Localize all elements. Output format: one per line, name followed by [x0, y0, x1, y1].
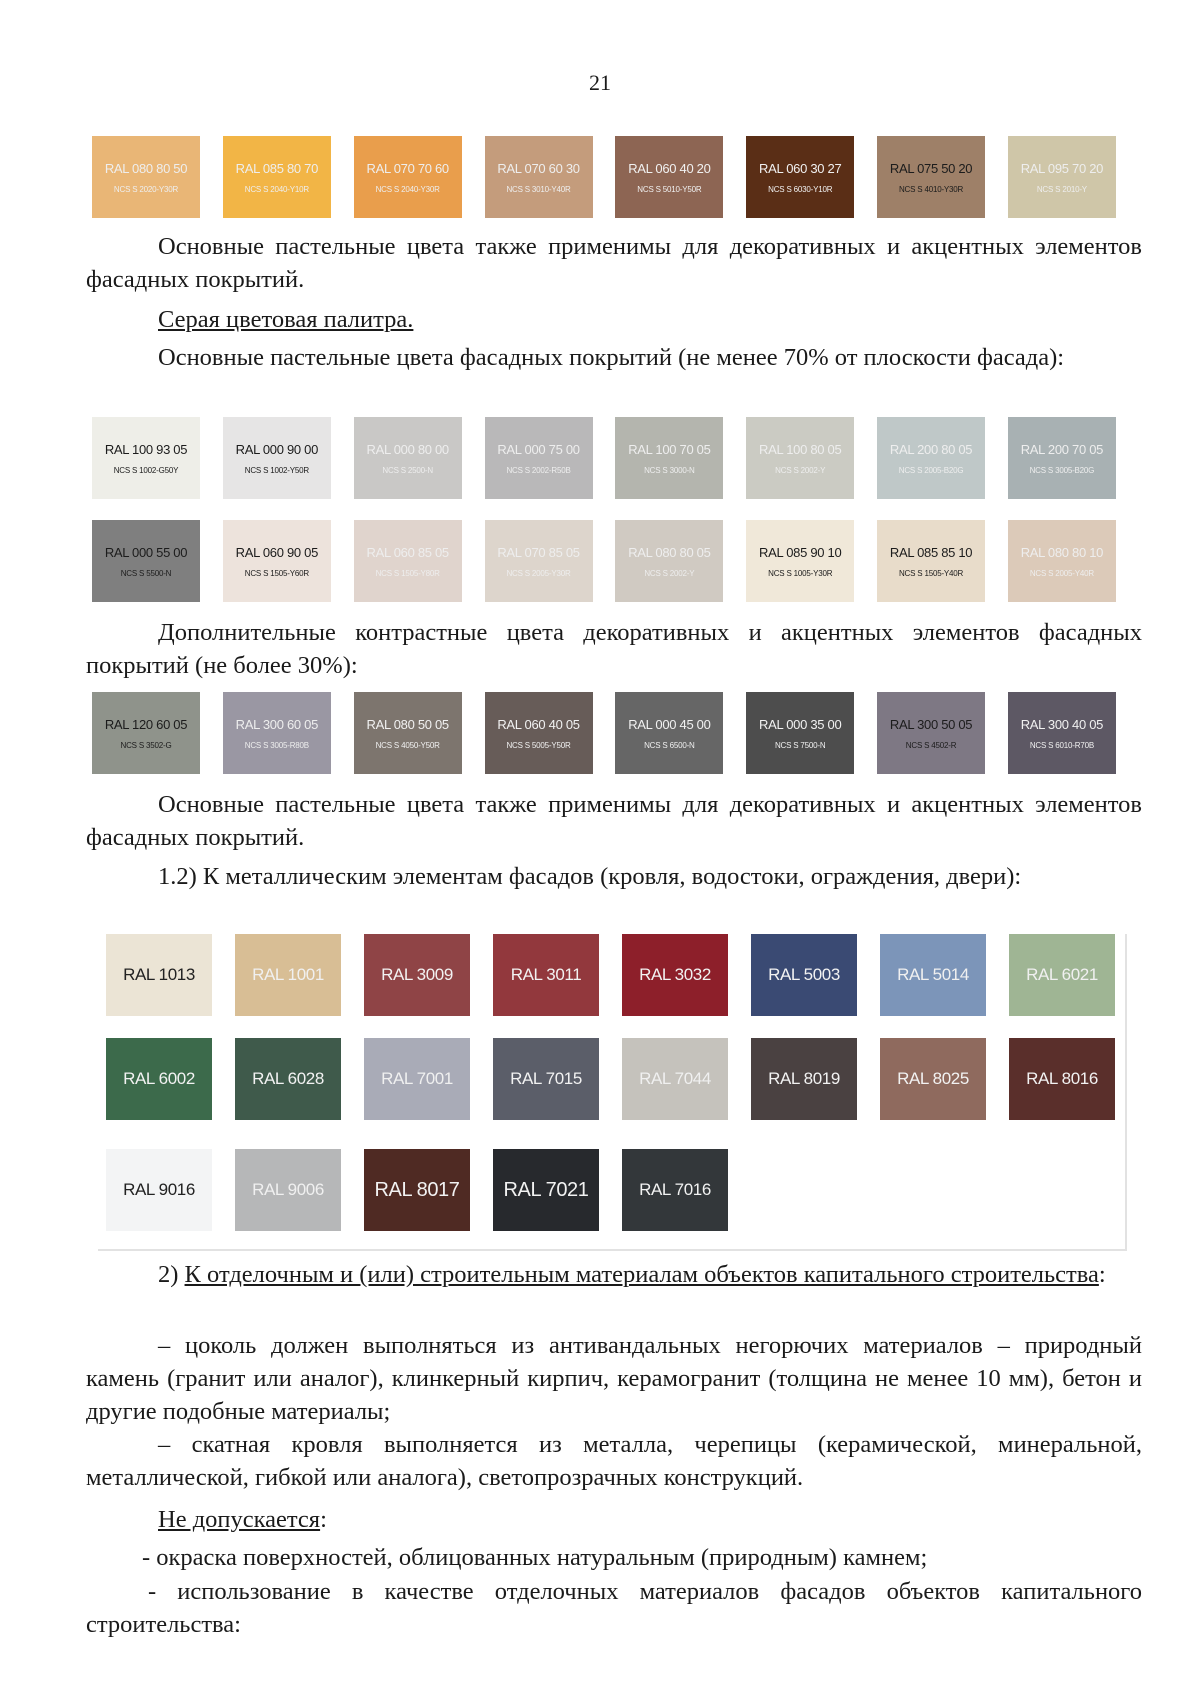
swatch-ral-code: RAL 300 60 05 [235, 716, 319, 732]
paragraph-pastel-note-1: Основные пастельные цвета также применимы для декоративных и акцентных элементов фасадных покрытий. [86, 233, 1142, 293]
palette-row-1 [92, 136, 1116, 218]
metal-color-tile: RAL 8017 [364, 1149, 470, 1231]
metal-color-tile: RAL 7021 [493, 1149, 599, 1231]
paragraph-finishing-materials: - использование в качестве отделочных материалов фасадов объектов капитального строительства: [86, 1578, 1142, 1638]
palette-row-2 [92, 417, 1116, 499]
swatch-ral-code: RAL 120 60 05 [104, 716, 188, 732]
color-swatch [223, 520, 331, 602]
color-swatch [615, 520, 723, 602]
materials-heading-colon: : [1098, 1261, 1106, 1288]
not-allowed-heading [86, 1503, 1142, 1536]
metal-color-tile: RAL 5014 [880, 934, 986, 1016]
swatch-ral-code: RAL 060 30 27 [759, 160, 842, 176]
swatch-ral-code: RAL 095 70 20 [1020, 160, 1104, 176]
swatch-ncs-code: NCS S 7500-N [774, 740, 826, 750]
metal-color-tile: RAL 8025 [880, 1038, 986, 1120]
swatch-ncs-code: NCS S 3005-R80B [244, 740, 309, 750]
palette-row-3 [92, 520, 1116, 602]
swatch-ral-code: RAL 100 93 05 [104, 441, 188, 457]
swatch-ral-code: RAL 080 80 50 [104, 160, 188, 176]
swatch-ral-code: RAL 000 75 00 [497, 441, 580, 457]
swatch-ncs-code: NCS S 1505-Y80R [375, 568, 440, 578]
color-swatch [746, 692, 854, 774]
swatch-ral-code: RAL 060 40 20 [628, 160, 711, 176]
swatch-ncs-code: NCS S 4502-R [905, 740, 957, 750]
swatch-ncs-code: NCS S 2002-Y [775, 465, 826, 475]
color-swatch [485, 417, 593, 499]
swatch-ncs-code: NCS S 6500-N [644, 740, 695, 750]
metal-color-tile: RAL 1013 [106, 934, 212, 1016]
color-swatch [354, 520, 462, 602]
color-swatch [354, 417, 462, 499]
materials-heading-prefix: 2) [158, 1261, 179, 1288]
metal-row-2 [106, 1038, 1115, 1120]
swatch-ncs-code: NCS S 2500-N [382, 465, 433, 475]
metal-color-tile: RAL 7044 [622, 1038, 728, 1120]
swatch-ral-code: RAL 075 50 20 [889, 160, 973, 176]
swatch-ral-code: RAL 080 50 05 [366, 716, 449, 732]
metal-color-tile: RAL 7015 [493, 1038, 599, 1120]
swatch-ral-code: RAL 000 45 00 [628, 716, 711, 732]
not-allowed-colon: : [320, 1506, 327, 1533]
paragraph-metal-elements: 1.2) К металлическим элементам фасадов (кровля, водостоки, ограждения, двери): [158, 863, 1022, 890]
page-number: 21 [589, 70, 611, 95]
swatch-ral-code: RAL 300 40 05 [1020, 716, 1104, 732]
swatch-ral-code: RAL 060 85 05 [366, 544, 449, 560]
metal-color-tile: RAL 1001 [235, 934, 341, 1016]
swatch-ncs-code: NCS S 4010-Y30R [898, 184, 964, 194]
color-swatch [1008, 417, 1116, 499]
gray-palette-heading-text: Серая цветовая палитра. [158, 306, 414, 333]
metal-color-tile: RAL 3032 [622, 934, 728, 1016]
color-swatch [615, 136, 723, 218]
metal-color-tile: RAL 6028 [235, 1038, 341, 1120]
swatch-ral-code: RAL 080 80 05 [628, 544, 711, 560]
swatch-ral-code: RAL 080 80 10 [1020, 544, 1104, 560]
color-swatch [92, 136, 200, 218]
swatch-ncs-code: NCS S 3502-G [120, 740, 172, 750]
metal-color-tile: RAL 8019 [751, 1038, 857, 1120]
swatch-ncs-code: NCS S 4050-Y50R [375, 740, 440, 750]
not-allowed-heading-text: Не допускается [158, 1506, 321, 1533]
swatch-ncs-code: NCS S 5500-N [120, 568, 172, 578]
materials-heading-text: К отделочным и (или) строительным материалам объектов капитального строительства [184, 1261, 1099, 1288]
color-swatch [1008, 692, 1116, 774]
color-swatch [746, 520, 854, 602]
metal-color-tile: RAL 3011 [493, 934, 599, 1016]
paragraph-contrast: Дополнительные контрастные цвета декоративных и акцентных элементов фасадных покрытий (не более 30%): [86, 619, 1142, 679]
color-swatch [485, 692, 593, 774]
color-swatch [485, 136, 593, 218]
color-swatch [746, 417, 854, 499]
color-swatch [615, 417, 723, 499]
paragraph-main-pastel: Основные пастельные цвета фасадных покрытий (не менее 70% от плоскости фасада): [158, 344, 1065, 371]
swatch-ncs-code: NCS S 2002-R50B [506, 465, 571, 475]
swatch-ncs-code: NCS S 6010-R70B [1029, 740, 1094, 750]
paragraph-stone-painting: - окраска поверхностей, облицованных натуральным (природным) камнем; [142, 1544, 928, 1571]
metal-color-panel [98, 934, 1127, 1251]
swatch-ral-code: RAL 060 90 05 [235, 544, 319, 560]
color-swatch [92, 692, 200, 774]
swatch-ral-code: RAL 300 50 05 [889, 716, 973, 732]
swatch-ral-code: RAL 000 55 00 [104, 544, 188, 560]
swatch-ncs-code: NCS S 2005-Y40R [1029, 568, 1094, 578]
color-swatch [615, 692, 723, 774]
swatch-ral-code: RAL 200 80 05 [889, 441, 973, 457]
color-swatch [1008, 136, 1116, 218]
color-swatch [354, 692, 462, 774]
swatch-ncs-code: NCS S 3005-B20G [1029, 465, 1095, 475]
metal-color-tile: RAL 9006 [235, 1149, 341, 1231]
color-swatch [485, 520, 593, 602]
swatch-ral-code: RAL 000 80 00 [366, 441, 449, 457]
swatch-ral-code: RAL 100 80 05 [759, 441, 842, 457]
metal-color-tile: RAL 7001 [364, 1038, 470, 1120]
swatch-ral-code: RAL 000 90 00 [235, 441, 319, 457]
color-swatch [877, 136, 985, 218]
swatch-ncs-code: NCS S 5005-Y50R [506, 740, 571, 750]
metal-color-tile: RAL 7016 [622, 1149, 728, 1231]
color-swatch [354, 136, 462, 218]
color-swatch [746, 136, 854, 218]
swatch-ral-code: RAL 085 90 10 [759, 544, 842, 560]
color-swatch [223, 136, 331, 218]
swatch-ral-code: RAL 070 85 05 [497, 544, 580, 560]
color-swatch [92, 417, 200, 499]
color-swatch [1008, 520, 1116, 602]
swatch-ncs-code: NCS S 1505-Y40R [898, 568, 964, 578]
swatch-ncs-code: NCS S 2040-Y30R [375, 184, 440, 194]
swatch-ncs-code: NCS S 2005-B20G [898, 465, 964, 475]
color-swatch [877, 520, 985, 602]
swatch-ral-code: RAL 070 70 60 [366, 160, 449, 176]
palette-row-4 [92, 692, 1116, 774]
color-swatch [92, 520, 200, 602]
swatch-ral-code: RAL 085 85 10 [889, 544, 973, 560]
paragraph-plinth: – цоколь должен выполняться из антивандальных негорючих материалов – природный камень (гранит или аналог), клинкерный кирпич, керамогранит (толщина не менее 10 мм), бетон и другие подобные материалы; [86, 1332, 1142, 1425]
metal-color-tile: RAL 6021 [1009, 934, 1115, 1016]
swatch-ncs-code: NCS S 1005-Y30R [768, 568, 833, 578]
metal-row-1 [106, 934, 1115, 1016]
swatch-ncs-code: NCS S 1002-G50Y [113, 465, 179, 475]
swatch-ral-code: RAL 200 70 05 [1020, 441, 1104, 457]
metal-row-3 [106, 1149, 728, 1231]
swatch-ncs-code: NCS S 2040-Y10R [244, 184, 309, 194]
color-swatch [223, 417, 331, 499]
swatch-ral-code: RAL 100 70 05 [628, 441, 711, 457]
swatch-ral-code: RAL 085 80 70 [235, 160, 319, 176]
swatch-ncs-code: NCS S 5010-Y50R [637, 184, 702, 194]
swatch-ncs-code: NCS S 2010-Y [1036, 184, 1087, 194]
swatch-ral-code: RAL 000 35 00 [759, 716, 842, 732]
swatch-ncs-code: NCS S 3010-Y40R [506, 184, 571, 194]
color-swatch [877, 692, 985, 774]
color-swatch [877, 417, 985, 499]
metal-color-tile: RAL 8016 [1009, 1038, 1115, 1120]
swatch-ncs-code: NCS S 2002-Y [644, 568, 695, 578]
metal-color-tile: RAL 9016 [106, 1149, 212, 1231]
swatch-ncs-code: NCS S 6030-Y10R [768, 184, 833, 194]
swatch-ral-code: RAL 070 60 30 [497, 160, 580, 176]
paragraph-pastel-note-2: Основные пастельные цвета также применимы для декоративных и акцентных элементов фасадных покрытий. [86, 791, 1142, 851]
swatch-ncs-code: NCS S 2005-Y30R [506, 568, 571, 578]
swatch-ncs-code: NCS S 2020-Y30R [113, 184, 179, 194]
gray-palette-heading [86, 303, 1142, 336]
metal-color-tile: RAL 3009 [364, 934, 470, 1016]
swatch-ncs-code: NCS S 1505-Y60R [244, 568, 309, 578]
color-swatch [223, 692, 331, 774]
metal-color-tile: RAL 6002 [106, 1038, 212, 1120]
metal-color-tile: RAL 5003 [751, 934, 857, 1016]
swatch-ncs-code: NCS S 3000-N [644, 465, 695, 475]
swatch-ral-code: RAL 060 40 05 [497, 716, 580, 732]
swatch-ncs-code: NCS S 1002-Y50R [244, 465, 309, 475]
paragraph-roof: – скатная кровля выполняется из металла, черепицы (керамической, минеральной, металлической, гибкой или аналога), светопрозрачных конструкций. [86, 1431, 1142, 1491]
paragraph-materials-heading [86, 1258, 1142, 1291]
